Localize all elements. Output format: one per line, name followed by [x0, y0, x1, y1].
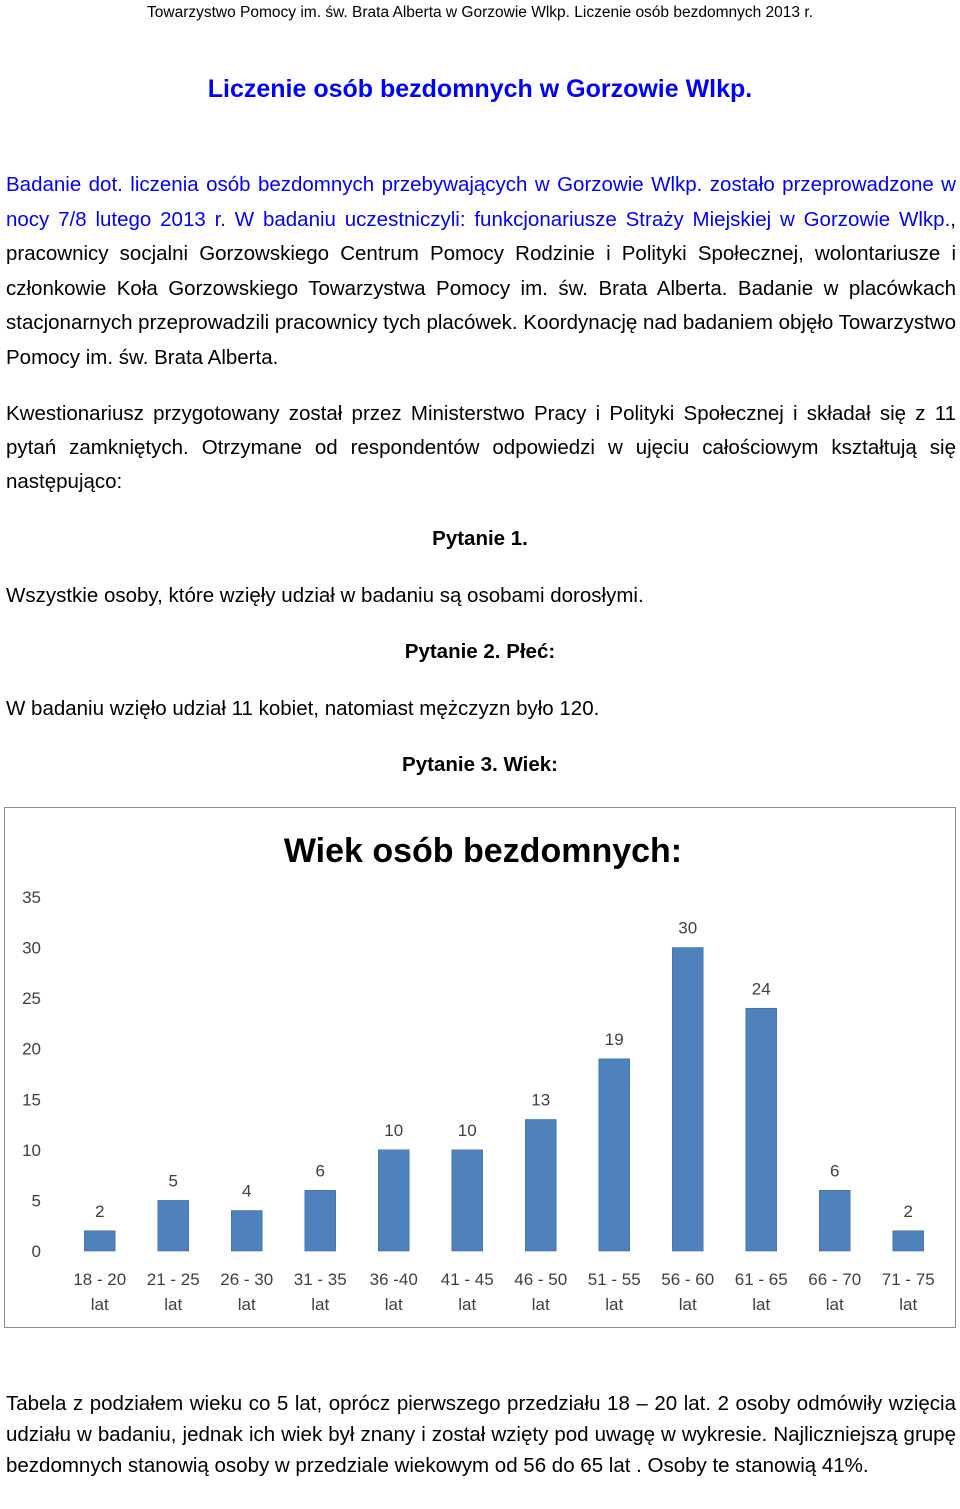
bar-value-label: 2 — [903, 1201, 913, 1221]
x-tick-label-unit: lat — [825, 1295, 844, 1314]
bar — [746, 1008, 777, 1251]
y-tick-label: 20 — [22, 1039, 41, 1059]
bar-value-label: 6 — [830, 1161, 840, 1181]
x-axis — [73, 1270, 934, 1314]
bar — [525, 1120, 556, 1251]
x-tick-label: 56 - 60 — [661, 1270, 715, 1289]
y-tick-label: 15 — [22, 1090, 41, 1110]
bar — [893, 1231, 924, 1251]
bar-value-label: 4 — [242, 1181, 252, 1201]
x-tick-label: 36 -40 — [369, 1270, 418, 1289]
question-2-heading: Pytanie 2. Płeć: — [404, 640, 556, 663]
y-tick-label: 30 — [22, 938, 41, 958]
bar-value-label: 10 — [457, 1120, 477, 1140]
x-tick-label: 51 - 55 — [587, 1270, 641, 1289]
y-tick-label: 25 — [22, 989, 41, 1009]
intro-lead-text: Badanie dot. liczenia osób bezdomnych przebywających w Gorzowie Wlkp. zostało przeprowadzone w nocy 7/8 lutego 2013 r. W badaniu uczestniczyli: funkcjonariusze Straży Miejskiej w Gorzowie Wlkp. — [6, 173, 956, 231]
intro-paragraph — [6, 168, 956, 375]
bar-value-label: 13 — [531, 1090, 551, 1110]
x-tick-label-unit: lat — [678, 1295, 697, 1314]
bar — [378, 1150, 409, 1251]
y-axis — [22, 888, 41, 1261]
x-tick-label: 66 - 70 — [808, 1270, 862, 1289]
data-labels — [95, 919, 913, 1221]
document-title: Liczenie osób bezdomnych w Gorzowie Wlkp. — [207, 75, 753, 103]
bar-value-label: 5 — [168, 1171, 178, 1191]
x-tick-label-unit: lat — [899, 1295, 918, 1314]
bar-value-label: 24 — [751, 979, 771, 999]
closing-paragraph: Tabela z podziałem wieku co 5 lat, oprócz pierwszego przedziału 18 – 20 lat. 2 osoby odmówiły wzięcia udziału w badaniu, jednak ich wiek był znany i został wzięty pod uwagę w wykresie. Najliczniejszą grupę bezdomnych stanowią osoby w przedziale wiekowym od 56 do 65 lat . Osoby te stanowią 41%. — [6, 1392, 956, 1477]
bar — [305, 1190, 336, 1251]
x-tick-label: 61 - 65 — [734, 1270, 788, 1289]
x-tick-label-unit: lat — [458, 1295, 477, 1314]
bar-value-label: 30 — [678, 918, 698, 938]
y-tick-label: 10 — [22, 1140, 41, 1160]
chart-title: Wiek osób bezdomnych: — [283, 832, 683, 870]
bar — [231, 1211, 262, 1251]
x-tick-label: 26 - 30 — [220, 1270, 274, 1289]
age-chart-svg — [5, 808, 954, 1326]
bar — [84, 1231, 115, 1251]
x-tick-label-unit: lat — [752, 1295, 771, 1314]
question-3-heading: Pytanie 3. Wiek: — [402, 753, 558, 776]
x-tick-label: 71 - 75 — [881, 1270, 935, 1289]
bar — [158, 1200, 189, 1251]
y-tick-label: 0 — [31, 1242, 41, 1261]
x-tick-label-unit: lat — [237, 1295, 256, 1314]
bar — [452, 1150, 483, 1251]
y-tick-label: 35 — [22, 888, 41, 907]
bar — [599, 1059, 630, 1251]
x-tick-label-unit: lat — [311, 1295, 330, 1314]
bar-value-label: 6 — [315, 1161, 325, 1181]
running-header: Towarzystwo Pomocy im. św. Brata Alberta w Gorzowie Wlkp. Liczenie osób bezdomnych 2013 r. — [147, 4, 813, 21]
bar — [672, 948, 703, 1251]
x-tick-label: 21 - 25 — [146, 1270, 200, 1289]
x-tick-label-unit: lat — [531, 1295, 550, 1314]
x-tick-label-unit: lat — [164, 1295, 183, 1314]
y-tick-label: 5 — [31, 1191, 41, 1211]
method-paragraph: Kwestionariusz przygotowany został przez Ministerstwo Pracy i Polityki Społecznej i składał się z 11 pytań zamkniętych. Otrzymane od respondentów odpowiedzi w ujęciu całościowym kształtują się następująco: — [6, 402, 956, 493]
bar-value-label: 19 — [604, 1029, 624, 1049]
x-tick-label: 41 - 45 — [440, 1270, 494, 1289]
question-1-answer: Wszystkie osoby, które wzięły udział w badaniu są osobami dorosłymi. — [6, 584, 644, 607]
bar-series — [84, 948, 923, 1251]
x-tick-label-unit: lat — [605, 1295, 624, 1314]
x-tick-label: 18 - 20 — [73, 1270, 127, 1289]
bar — [819, 1190, 850, 1251]
intro-rest-text: , pracownicy socjalni Gorzowskiego Centrum Pomocy Rodzinie i Polityki Społecznej, wolontariusze i członkowie Koła Gorzowskiego Towarzystwa Pomocy im. św. Brata Alberta. Badanie w placówkach stacjonarnych przeprowadzili pracownicy tych placówek. Koordynację nad badaniem objęło Towarzystwo Pomocy im. św. Brata Alberta. — [6, 207, 956, 369]
x-tick-label: 31 - 35 — [293, 1270, 347, 1289]
bar-value-label: 10 — [384, 1120, 404, 1140]
age-chart — [4, 807, 956, 1328]
x-tick-label-unit: lat — [90, 1295, 109, 1314]
bar-value-label: 2 — [95, 1201, 105, 1221]
question-2-answer: W badaniu wzięło udział 11 kobiet, natomiast mężczyzn było 120. — [6, 697, 600, 720]
question-1-heading: Pytanie 1. — [432, 527, 528, 550]
x-tick-label-unit: lat — [384, 1295, 403, 1314]
x-tick-label: 46 - 50 — [514, 1270, 568, 1289]
